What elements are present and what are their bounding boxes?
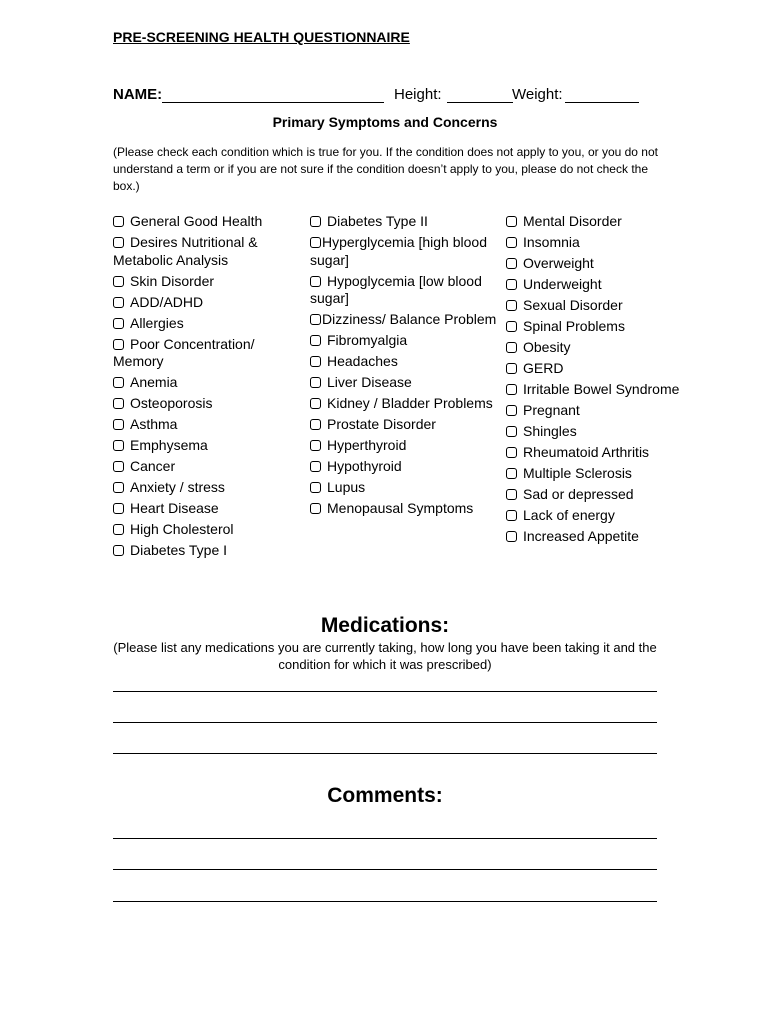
symptom-item[interactable] <box>506 276 696 294</box>
symptom-item[interactable] <box>310 500 500 518</box>
symptom-item[interactable] <box>310 353 500 371</box>
symptom-item[interactable] <box>506 360 696 378</box>
checkbox-icon[interactable] <box>113 503 124 514</box>
symptom-label: Fibromyalgia <box>327 332 408 348</box>
symptom-label: Dizziness/ Balance Problem <box>322 311 497 327</box>
medications-heading: Medications: <box>320 614 450 637</box>
checkbox-icon[interactable] <box>506 447 517 458</box>
symptom-label: Hyperglycemia [high blood sugar] <box>310 234 487 268</box>
checkbox-icon[interactable] <box>113 276 124 287</box>
symptom-label: Kidney / Bladder Problems <box>327 395 493 411</box>
checkbox-icon[interactable] <box>506 216 517 227</box>
comments-heading: Comments: <box>327 784 443 807</box>
checkbox-icon[interactable] <box>506 510 517 521</box>
weight-label: Weight: <box>512 86 563 103</box>
symptom-item[interactable] <box>310 234 500 269</box>
checkbox-icon[interactable] <box>506 342 517 353</box>
symptom-label: Sad or depressed <box>523 486 634 502</box>
symptom-item[interactable] <box>310 332 500 350</box>
symptom-item[interactable] <box>310 395 500 413</box>
checkbox-icon[interactable] <box>506 363 517 374</box>
checkbox-icon[interactable] <box>506 321 517 332</box>
symptom-label: Spinal Problems <box>523 318 625 334</box>
checkbox-icon[interactable] <box>310 237 321 248</box>
symptom-item[interactable] <box>506 213 696 231</box>
symptom-item[interactable] <box>113 500 303 518</box>
checkbox-icon[interactable] <box>113 237 124 248</box>
checkbox-icon[interactable] <box>113 216 124 227</box>
checkbox-icon[interactable] <box>310 377 321 388</box>
symptom-label: Cancer <box>130 458 176 474</box>
checkbox-icon[interactable] <box>506 237 517 248</box>
symptom-label: Lupus <box>327 479 366 495</box>
symptom-label: Hypoglycemia [low blood sugar] <box>310 272 482 306</box>
symptom-item[interactable] <box>113 395 303 413</box>
comments-line-2[interactable] <box>113 869 657 870</box>
symptom-label: Rheumatoid Arthritis <box>523 444 650 460</box>
checkbox-icon[interactable] <box>506 405 517 416</box>
checkbox-icon[interactable] <box>310 461 321 472</box>
checkbox-icon[interactable] <box>310 440 321 451</box>
symptom-label: Poor Concentration/ Memory <box>113 335 255 369</box>
name-field[interactable] <box>162 102 384 103</box>
personal-info-row <box>113 86 673 106</box>
symptom-item[interactable] <box>506 255 696 273</box>
height-label: Height: <box>394 86 442 103</box>
comments-line-1[interactable] <box>113 838 657 839</box>
checkbox-icon[interactable] <box>310 503 321 514</box>
symptom-item[interactable] <box>310 437 500 455</box>
checkbox-icon[interactable] <box>310 398 321 409</box>
symptom-label: Menopausal Symptoms <box>327 500 474 516</box>
checkbox-icon[interactable] <box>310 419 321 430</box>
symptom-column-3 <box>506 213 696 549</box>
form-title: PRE-SCREENING HEALTH QUESTIONNAIRE <box>113 29 410 45</box>
symptom-label: Skin Disorder <box>130 272 215 289</box>
checkbox-icon[interactable] <box>113 398 124 409</box>
symptom-item[interactable] <box>113 234 303 269</box>
symptom-item[interactable] <box>506 234 696 252</box>
symptom-label: Obesity <box>523 339 571 355</box>
symptom-column-2 <box>310 213 500 521</box>
name-label: NAME: <box>113 86 163 103</box>
symptom-item[interactable] <box>113 458 303 476</box>
symptom-item[interactable] <box>506 381 696 399</box>
symptom-label: Irritable Bowel Syndrome <box>523 381 680 397</box>
symptom-item[interactable] <box>310 416 500 434</box>
symptom-label: GERD <box>523 360 564 376</box>
symptom-item[interactable] <box>506 297 696 315</box>
checkbox-icon[interactable] <box>113 545 124 556</box>
symptom-column-1 <box>113 213 303 563</box>
symptom-label: Anxiety / stress <box>130 479 225 495</box>
checkbox-icon[interactable] <box>113 339 124 350</box>
checkbox-icon[interactable] <box>113 318 124 329</box>
symptom-label: Multiple Sclerosis <box>523 465 632 481</box>
checkbox-icon[interactable] <box>113 440 124 451</box>
symptom-label: Sexual Disorder <box>523 297 623 313</box>
symptom-item[interactable] <box>506 423 696 441</box>
symptom-item[interactable] <box>506 318 696 336</box>
checkbox-icon[interactable] <box>113 524 124 535</box>
height-field[interactable] <box>447 102 513 103</box>
symptom-item[interactable] <box>506 465 696 483</box>
checkbox-icon[interactable] <box>506 489 517 500</box>
checkbox-icon[interactable] <box>506 531 517 542</box>
symptom-label: Underweight <box>523 276 602 292</box>
checkbox-icon[interactable] <box>310 335 321 346</box>
symptom-label: General Good Health <box>130 213 263 229</box>
symptom-item[interactable] <box>506 486 696 504</box>
symptom-item[interactable] <box>113 213 303 231</box>
checkbox-icon[interactable] <box>310 482 321 493</box>
symptom-item[interactable] <box>113 315 303 333</box>
checkbox-icon[interactable] <box>506 300 517 311</box>
symptom-label: Pregnant <box>523 402 580 418</box>
symptom-item[interactable] <box>113 294 303 312</box>
checkbox-icon[interactable] <box>310 356 321 367</box>
symptom-item[interactable] <box>310 311 500 329</box>
symptom-label: Prostate Disorder <box>327 416 436 432</box>
checkbox-icon[interactable] <box>506 279 517 290</box>
symptom-label: ADD/ADHD <box>130 293 204 310</box>
symptom-label: Osteoporosis <box>130 395 213 411</box>
checkbox-icon[interactable] <box>506 426 517 437</box>
symptom-item[interactable] <box>113 437 303 455</box>
symptom-label: Mental Disorder <box>523 213 622 229</box>
checkbox-icon[interactable] <box>113 419 124 430</box>
symptom-label: Emphysema <box>130 437 208 453</box>
symptom-label: Hypothyroid <box>327 458 402 474</box>
medications-line-1[interactable] <box>113 691 657 692</box>
symptom-item[interactable] <box>113 479 303 497</box>
symptom-item[interactable] <box>506 528 696 546</box>
symptom-label: Desires Nutritional & Metabolic Analysis <box>113 234 258 268</box>
symptom-label: Insomnia <box>523 234 580 250</box>
checkbox-icon[interactable] <box>506 384 517 395</box>
symptom-label: Diabetes Type I <box>130 542 228 558</box>
symptom-item[interactable] <box>310 213 500 231</box>
checkbox-icon[interactable] <box>113 297 124 308</box>
symptom-label: Increased Appetite <box>523 528 639 544</box>
checkbox-icon[interactable] <box>506 468 517 479</box>
symptom-item[interactable] <box>310 479 500 497</box>
checkbox-icon[interactable] <box>310 276 321 287</box>
symptoms-instructions: (Please check each condition which is true for you. If the condition does not apply to you, or you do not understand a term or if you are not sure if the condition doesn’t apply to you, please do not check the box.) <box>113 145 658 193</box>
symptom-item[interactable] <box>113 374 303 392</box>
symptom-label: Overweight <box>523 255 594 271</box>
medications-line-2[interactable] <box>113 722 657 723</box>
symptom-item[interactable] <box>506 507 696 525</box>
checkbox-icon[interactable] <box>310 216 321 227</box>
symptom-item[interactable] <box>506 339 696 357</box>
symptom-item[interactable] <box>506 444 696 462</box>
weight-field[interactable] <box>565 102 639 103</box>
checkbox-icon[interactable] <box>310 314 321 325</box>
symptom-label: Heart Disease <box>130 500 219 516</box>
symptom-item[interactable] <box>113 521 303 539</box>
symptom-label: Lack of energy <box>523 507 615 523</box>
symptom-item[interactable] <box>113 273 303 291</box>
symptom-label: Asthma <box>130 416 178 432</box>
symptom-item[interactable] <box>310 374 500 392</box>
checkbox-icon[interactable] <box>113 377 124 388</box>
symptom-label: High Cholesterol <box>130 521 234 537</box>
symptom-label: Liver Disease <box>327 374 412 390</box>
symptom-item[interactable] <box>113 416 303 434</box>
symptom-item[interactable] <box>113 542 303 560</box>
symptom-label: Allergies <box>130 314 184 331</box>
checkbox-icon[interactable] <box>113 461 124 472</box>
symptoms-heading: Primary Symptoms and Concerns <box>272 114 498 130</box>
symptom-item[interactable] <box>310 458 500 476</box>
medications-line-3[interactable] <box>113 753 657 754</box>
symptom-item[interactable] <box>113 336 303 371</box>
medications-instructions: (Please list any medications you are currently taking, how long you have been taking it and the condition for which it was prescribed) <box>113 640 657 672</box>
checkbox-icon[interactable] <box>113 482 124 493</box>
symptom-item[interactable] <box>506 402 696 420</box>
symptom-label: Headaches <box>327 353 398 369</box>
symptom-item[interactable] <box>310 273 500 308</box>
checkbox-icon[interactable] <box>506 258 517 269</box>
symptom-label: Hyperthyroid <box>327 437 407 453</box>
symptom-label: Diabetes Type II <box>327 213 428 229</box>
comments-line-3[interactable] <box>113 901 657 902</box>
symptom-label: Shingles <box>523 423 577 439</box>
symptom-label: Anemia <box>130 374 178 390</box>
